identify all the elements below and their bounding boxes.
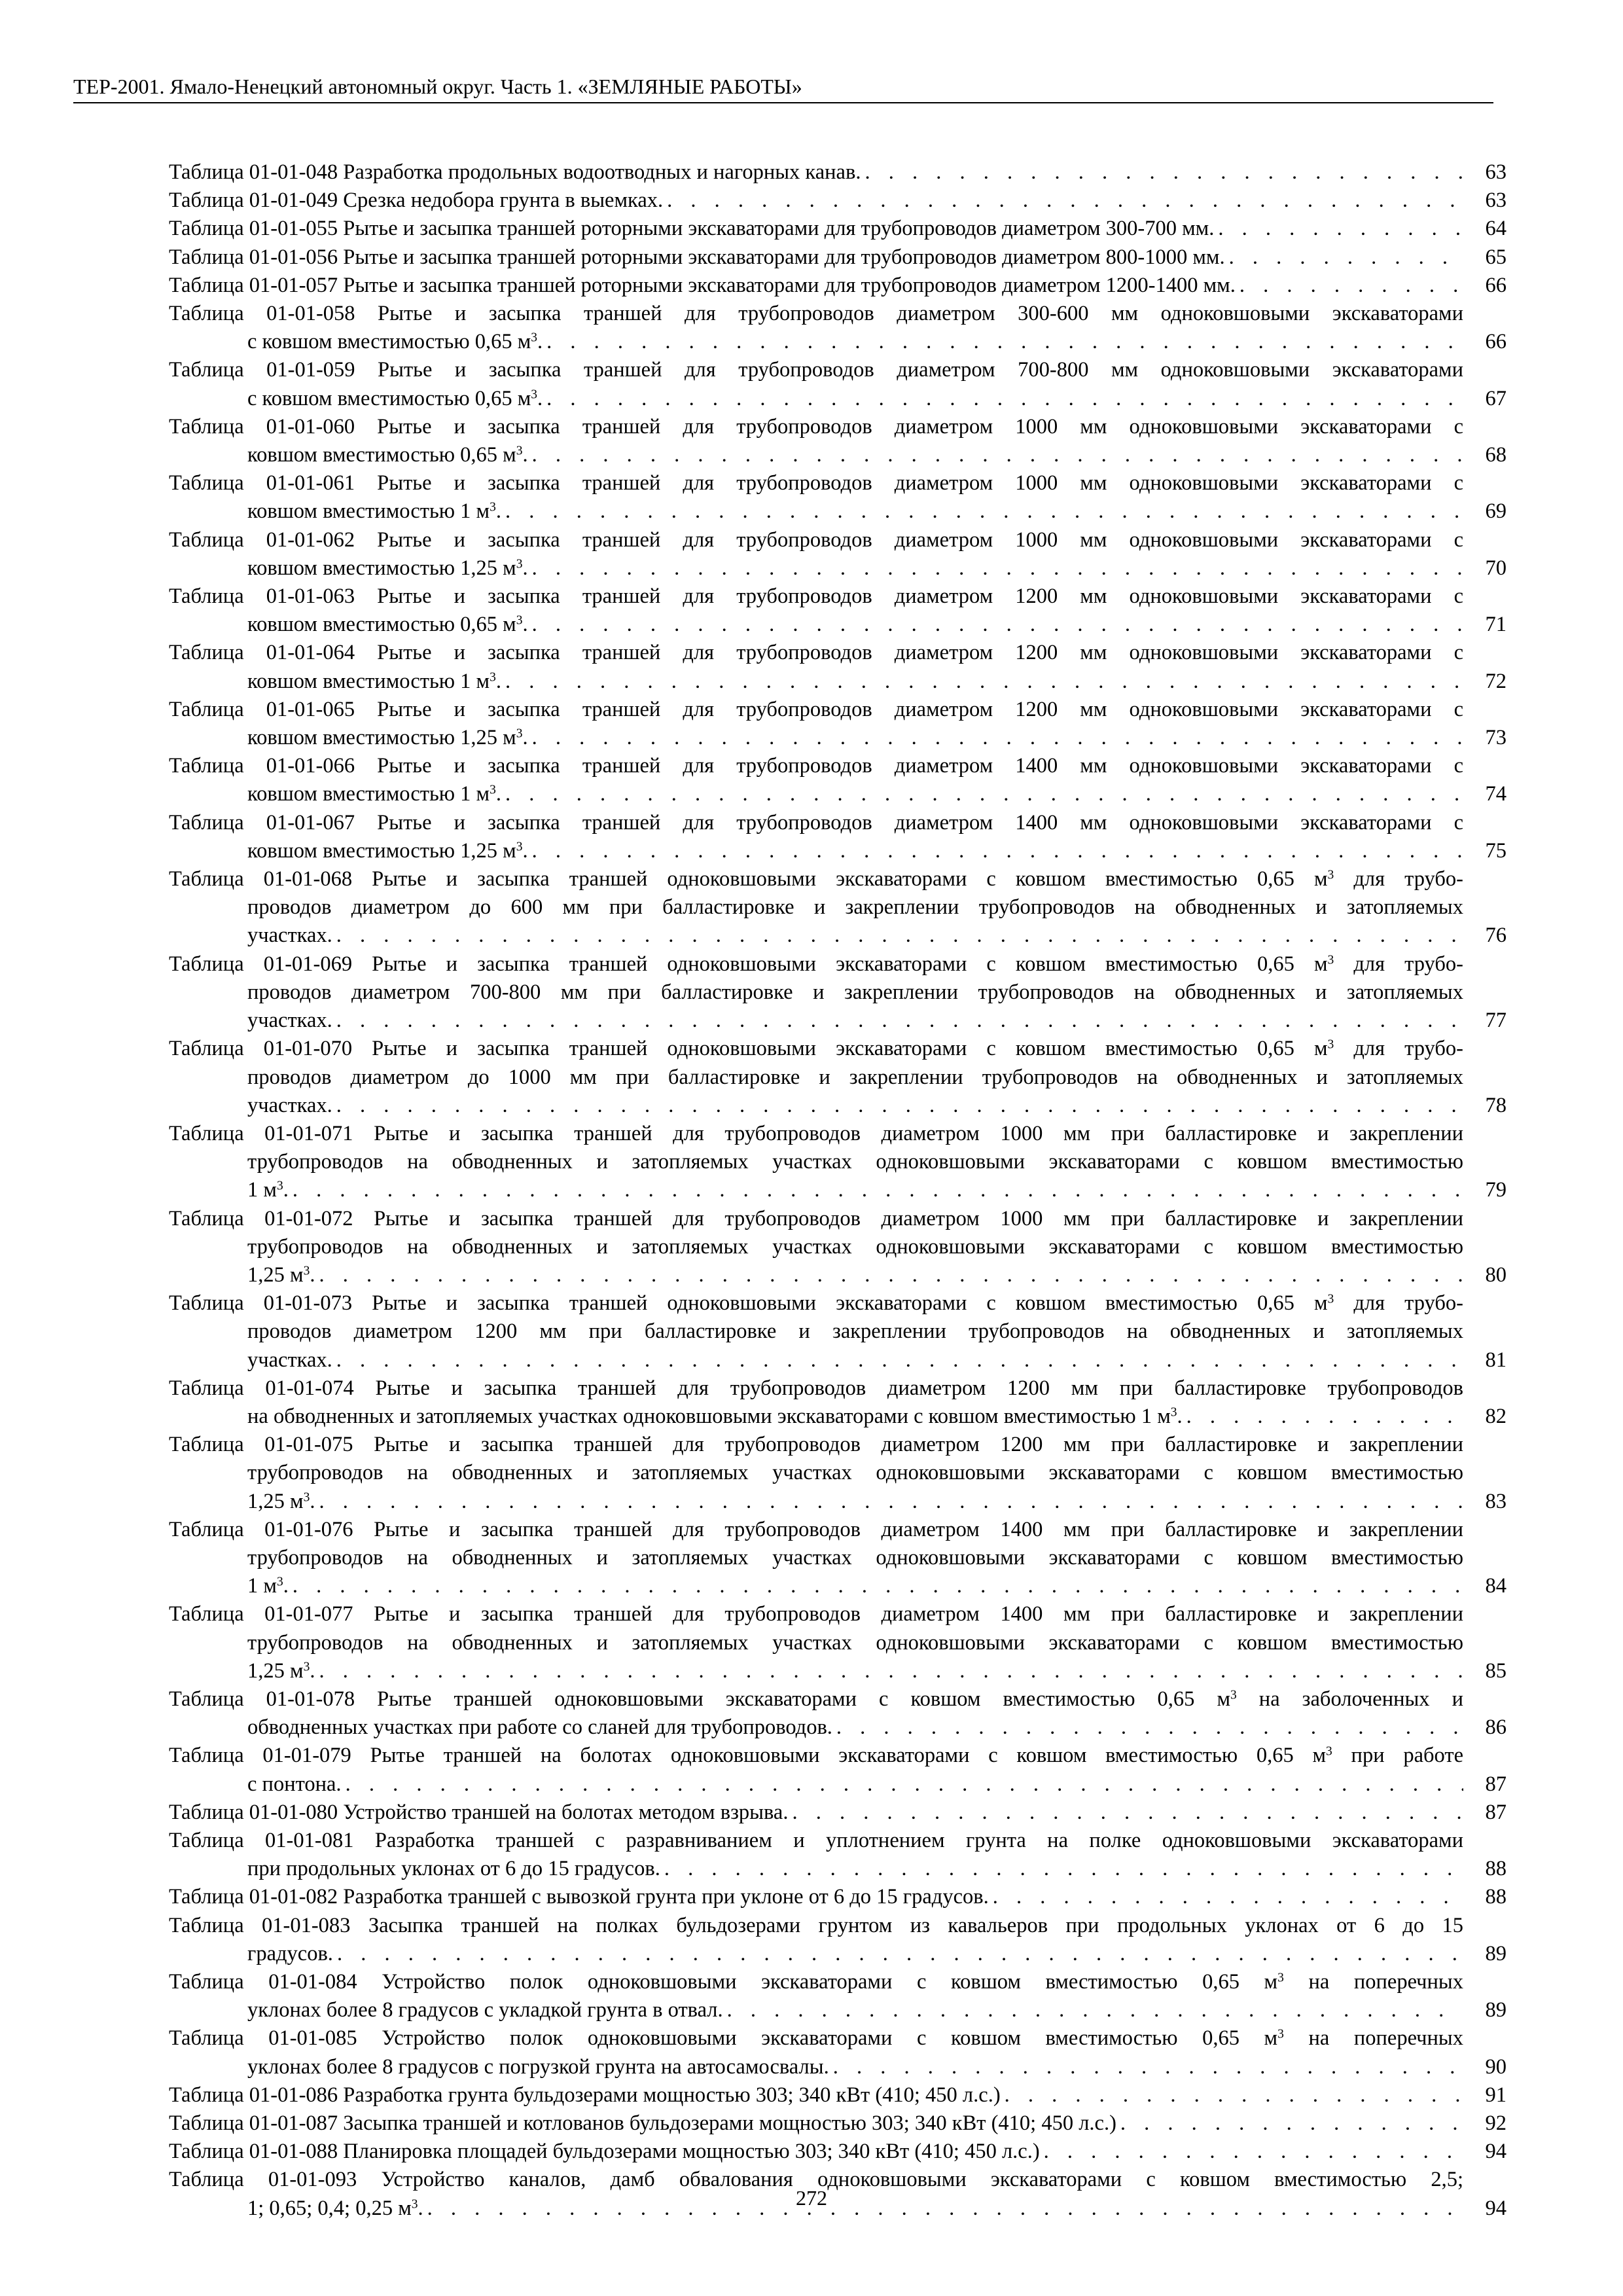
toc-entry	[169, 1374, 1507, 1431]
toc-entry	[169, 1912, 1507, 1968]
toc-entry	[169, 300, 1507, 356]
toc-entry-line: 1 $м^3$.	[247, 1178, 289, 1202]
toc-page-number: 79	[1485, 1178, 1507, 1202]
toc-entry-line: Таблица 01-01-063 Рытье и засыпка траншей для трубопроводов диаметром 1200 мм одноковшовыми экскаваторами с	[169, 584, 1463, 609]
toc-entry-line: участках.	[247, 1093, 332, 1117]
toc-page-number: 87	[1485, 1772, 1507, 1796]
toc-entry-line: с понтона.	[247, 1772, 342, 1796]
dot-leader	[319, 1488, 1463, 1516]
toc-entry-line: Таблица 01-01-070 Рытье и засыпка траншей одноковшовыми экскаваторами с ковшом вместимостью 0,65 $м^3$ для трубо-	[169, 1037, 1463, 1061]
toc-page-number: 70	[1485, 556, 1507, 580]
toc-entry	[169, 526, 1507, 583]
toc-entry	[169, 950, 1507, 1035]
toc-page-number: 77	[1485, 1009, 1507, 1033]
dot-leader	[865, 158, 1463, 187]
dot-leader	[337, 1940, 1463, 1968]
toc-entry-line: Таблица 01-01-072 Рытье и засыпка траншей для трубопроводов диаметром 1000 мм при балластировке и закреплении	[169, 1206, 1463, 1230]
toc-entry-line: ковшом вместимостью 1 $м^3$.	[247, 499, 501, 524]
toc-entry-line: Таблица 01-01-075 Рытье и засыпка траншей для трубопроводов диаметром 1200 мм при балластировке и закреплении	[169, 1433, 1463, 1457]
toc-entry-line: ковшом вместимостью 1,25 $м^3$.	[247, 838, 528, 863]
toc-page-number: 94	[1485, 2140, 1507, 2164]
toc-entry-line: ковшом вместимостью 1,25 $м^3$.	[247, 726, 528, 750]
toc-entry-line: Таблица 01-01-079 Рытье траншей на болотах одноковшовыми экскаваторами с ковшом вместимостью 0,65 $м^3$ при работе	[169, 1744, 1463, 1768]
dot-leader	[1218, 215, 1463, 243]
toc-entry-line: Таблица 01-01-081 Разработка траншей с разравниванием и уплотнением грунта на полке одноковшовыми экскаваторами	[169, 1828, 1463, 1852]
toc-entry-line: ковшом вместимостью 1 $м^3$.	[247, 669, 501, 693]
toc-page-number: 91	[1485, 2083, 1507, 2107]
toc-page-number: 69	[1485, 499, 1507, 524]
dot-leader	[1186, 1403, 1463, 1431]
toc-page-number: 67	[1485, 386, 1507, 410]
table-of-contents	[169, 158, 1507, 2223]
dot-leader	[546, 328, 1463, 356]
toc-entry-line: Таблица 01-01-061 Рытье и засыпка траншей для трубопроводов диаметром 1000 мм одноковшовыми экскаваторами с	[169, 471, 1463, 495]
dot-leader	[336, 1007, 1463, 1035]
toc-entry	[169, 215, 1507, 243]
toc-entry-line: Таблица 01-01-088 Планировка площадей бульдозерами мощностью 303; 340 кВт (410; 450 л.с.)	[169, 2140, 1040, 2164]
dot-leader	[836, 1713, 1463, 1742]
toc-entry-line: на обводненных и затопляемых участках одноковшовыми экскаваторами с ковшом вместимостью 1 $м^3$.	[247, 1404, 1183, 1428]
toc-entry	[169, 809, 1507, 865]
page-number: 272	[796, 2186, 827, 2210]
dot-leader	[532, 611, 1463, 639]
toc-entry	[169, 1431, 1507, 1516]
toc-entry-line: Таблица 01-01-062 Рытье и засыпка траншей для трубопроводов диаметром 1000 мм одноковшовыми экскаваторами с	[169, 528, 1463, 552]
toc-entry-line: Таблица 01-01-083 Засыпка траншей на полках бульдозерами грунтом из кавальеров при продольных уклонах от 6 до 15	[169, 1913, 1463, 1937]
toc-page-number: 82	[1485, 1404, 1507, 1428]
toc-page-number: 89	[1485, 1941, 1507, 1965]
toc-entry-line: проводов диаметром 700-800 мм при балластировке и закреплении трубопроводов на обводненных и затопляемых	[247, 980, 1463, 1004]
toc-entry-line: Таблица 01-01-067 Рытье и засыпка траншей для трубопроводов диаметром 1400 мм одноковшовыми экскаваторами с	[169, 810, 1463, 834]
toc-page-number: 63	[1485, 188, 1507, 213]
toc-entry-line: Таблица 01-01-069 Рытье и засыпка траншей одноковшовыми экскаваторами с ковшом вместимостью 0,65 $м^3$ для трубо-	[169, 952, 1463, 976]
toc-entry-line: Таблица 01-01-085 Устройство полок одноковшовыми экскаваторами с ковшом вместимостью 0,65 $м^3$ на поперечных	[169, 2026, 1464, 2051]
toc-entry-line: обводненных участках при работе со сланей для трубопроводов.	[247, 1715, 832, 1740]
dot-leader	[1240, 272, 1463, 300]
toc-page-number: 88	[1485, 1885, 1507, 1909]
toc-entry	[169, 639, 1507, 695]
toc-entry	[169, 1516, 1507, 1601]
toc-entry	[169, 2081, 1507, 2109]
dot-leader	[546, 385, 1463, 413]
toc-entry-line: 1,25 $м^3$.	[247, 1263, 315, 1287]
toc-page-number: 83	[1485, 1489, 1507, 1513]
dot-leader	[667, 187, 1463, 215]
dot-leader	[505, 497, 1463, 526]
dot-leader	[532, 724, 1463, 752]
toc-entry	[169, 752, 1507, 808]
toc-entry-line: с ковшом вместимостью 0,65 $м^3$.	[247, 330, 543, 354]
toc-page-number: 63	[1485, 160, 1507, 184]
toc-entry-line: Таблица 01-01-056 Рытье и засыпка траншей роторными экскаваторами для трубопроводов диаметром 800-1000 мм.	[169, 245, 1225, 269]
dot-leader	[664, 1855, 1463, 1883]
toc-entry-line: Таблица 01-01-057 Рытье и засыпка траншей роторными экскаваторами для трубопроводов диаметром 1200-1400 мм.	[169, 273, 1236, 297]
toc-entry-line: ковшом вместимостью 1,25 $м^3$.	[247, 556, 528, 580]
dot-leader	[505, 668, 1463, 696]
toc-entry	[169, 1035, 1507, 1120]
toc-entry-line: Таблица 01-01-058 Рытье и засыпка траншей для трубопроводов диаметром 300-600 мм одноковшовыми экскаваторами	[169, 302, 1463, 326]
toc-entry	[169, 1120, 1507, 1205]
dot-leader	[532, 441, 1463, 469]
toc-entry	[169, 1968, 1507, 2024]
toc-entry	[169, 583, 1507, 639]
toc-entry-line: 1,25 $м^3$.	[247, 1659, 315, 1683]
toc-entry-line: ковшом вместимостью 0,65 $м^3$.	[247, 443, 528, 467]
toc-entry-line: Таблица 01-01-082 Разработка траншей с вывозкой грунта при уклоне от 6 до 15 градусов.	[169, 1885, 989, 1909]
toc-entry-line: уклонах более 8 градусов с погрузкой грунта на автосамосвалы.	[247, 2054, 829, 2079]
toc-entry-line: Таблица 01-01-076 Рытье и засыпка траншей для трубопроводов диаметром 1400 мм при балластировке и закреплении	[169, 1517, 1463, 1541]
toc-entry-line: проводов диаметром до 600 мм при балластировке и закреплении трубопроводов на обводненных и затопляемых	[247, 895, 1463, 920]
toc-entry-line: при продольных уклонах от 6 до 15 градусов.	[247, 1857, 660, 1881]
dot-leader	[319, 1261, 1463, 1289]
toc-entry-line: Таблица 01-01-087 Засыпка траншей и котлованов бульдозерами мощностью 303; 340 кВт (410; 450 л.с.)	[169, 2111, 1116, 2136]
toc-entry	[169, 1827, 1507, 1883]
toc-page-number: 90	[1485, 2054, 1507, 2079]
toc-page-number: 84	[1485, 1574, 1507, 1598]
toc-entry-line: Таблица 01-01-066 Рытье и засыпка траншей для трубопроводов диаметром 1400 мм одноковшовыми экскаваторами с	[169, 754, 1463, 778]
toc-page-number: 68	[1485, 443, 1507, 467]
dot-leader	[293, 1572, 1463, 1600]
toc-entry-line: проводов диаметром до 1000 мм при балластировке и закреплении трубопроводов на обводненных и затопляемых	[247, 1065, 1463, 1089]
toc-entry-line: участках.	[247, 924, 332, 948]
toc-page-number: 87	[1485, 1800, 1507, 1824]
toc-entry-line: Таблица 01-01-078 Рытье траншей одноковшовыми экскаваторами с ковшом вместимостью 0,65 $м^3$ на заболоченных и	[169, 1687, 1463, 1711]
toc-page-number: 92	[1485, 2111, 1507, 2136]
dot-leader	[1120, 2109, 1463, 2138]
toc-entry	[169, 272, 1507, 300]
toc-page-number: 72	[1485, 669, 1507, 693]
toc-entry-line: уклонах более 8 градусов с укладкой грунта в отвал.	[247, 1998, 723, 2022]
toc-entry-line: Таблица 01-01-049 Срезка недобора грунта в выемках.	[169, 188, 664, 213]
dot-leader	[792, 1799, 1463, 1827]
toc-entry	[169, 158, 1507, 187]
toc-page-number: 74	[1485, 782, 1507, 806]
toc-entry-line: Таблица 01-01-073 Рытье и засыпка траншей одноковшовыми экскаваторами с ковшом вместимостью 0,65 $м^3$ для трубо-	[169, 1291, 1463, 1316]
toc-entry	[169, 1799, 1507, 1827]
toc-entry-line: трубопроводов на обводненных и затопляемых участках одноковшовыми экскаваторами с ковшом вместимостью	[247, 1545, 1463, 1570]
running-header: ТЕР-2001. Ямало-Ненецкий автономный округ. Часть 1. «ЗЕМЛЯНЫЕ РАБОТЫ»	[73, 73, 1493, 103]
dot-leader	[1005, 2081, 1463, 2109]
dot-leader	[336, 1092, 1463, 1120]
toc-entry-line: участках.	[247, 1348, 332, 1372]
toc-entry-line: 1 $м^3$.	[247, 1574, 289, 1598]
dot-leader	[319, 1657, 1463, 1685]
toc-entry-line: трубопроводов на обводненных и затопляемых участках одноковшовыми экскаваторами с ковшом вместимостью	[247, 1461, 1463, 1485]
toc-entry-line: Таблица 01-01-065 Рытье и засыпка траншей для трубопроводов диаметром 1200 мм одноковшовыми экскаваторами с	[169, 697, 1463, 721]
toc-entry	[169, 1205, 1507, 1290]
toc-page-number: 88	[1485, 1857, 1507, 1881]
toc-page-number: 73	[1485, 726, 1507, 750]
toc-entry	[169, 1685, 1507, 1742]
dot-leader	[993, 1883, 1463, 1911]
toc-entry-line: Таблица 01-01-093 Устройство каналов, дамб обвалования одноковшовыми экскаваторами с ковшом вместимостью 2,5;	[169, 2168, 1463, 2192]
toc-page-number: 75	[1485, 838, 1507, 863]
toc-entry-line: Таблица 01-01-074 Рытье и засыпка траншей для трубопроводов диаметром 1200 мм при балластировке трубопроводов	[169, 1376, 1463, 1400]
dot-leader	[1044, 2138, 1463, 2166]
toc-entry-line: 1; 0,65; 0,4; 0,25 $м^3$.	[247, 2196, 423, 2220]
toc-entry	[169, 2138, 1507, 2166]
toc-entry-line: ковшом вместимостью 1 $м^3$.	[247, 782, 501, 806]
toc-entry	[169, 1289, 1507, 1374]
toc-entry-line: участках.	[247, 1009, 332, 1033]
toc-entry-line: Таблица 01-01-059 Рытье и засыпка траншей для трубопроводов диаметром 700-800 мм одноковшовыми экскаваторами	[169, 358, 1463, 382]
toc-entry-line: Таблица 01-01-077 Рытье и засыпка траншей для трубопроводов диаметром 1400 мм при балластировке и закреплении	[169, 1602, 1463, 1626]
toc-entry	[169, 413, 1507, 469]
toc-entry	[169, 1883, 1507, 1911]
toc-page-number: 66	[1485, 330, 1507, 354]
toc-page-number: 71	[1485, 613, 1507, 637]
toc-entry-line: Таблица 01-01-060 Рытье и засыпка траншей для трубопроводов диаметром 1000 мм одноковшовыми экскаваторами с	[169, 414, 1463, 439]
toc-page-number: 89	[1485, 1998, 1507, 2022]
toc-entry-line: градусов.	[247, 1941, 333, 1965]
dot-leader	[532, 837, 1463, 865]
toc-entry-line: Таблица 01-01-068 Рытье и засыпка траншей одноковшовыми экскаваторами с ковшом вместимостью 0,65 $м^3$ для трубо-	[169, 867, 1463, 891]
dot-leader	[293, 1176, 1463, 1204]
toc-entry	[169, 865, 1507, 950]
toc-page-number: 64	[1485, 217, 1507, 241]
toc-entry-line: Таблица 01-01-055 Рытье и засыпка траншей роторными экскаваторами для трубопроводов диаметром 300-700 мм.	[169, 217, 1215, 241]
toc-entry	[169, 1742, 1507, 1798]
toc-entry-line: Таблица 01-01-086 Разработка грунта бульдозерами мощностью 303; 340 кВт (410; 450 л.с.)	[169, 2083, 1001, 2107]
toc-entry	[169, 2109, 1507, 2138]
toc-page-number: 80	[1485, 1263, 1507, 1287]
toc-page-number: 81	[1485, 1348, 1507, 1372]
toc-entry	[169, 187, 1507, 215]
toc-entry-line: Таблица 01-01-071 Рытье и засыпка траншей для трубопроводов диаметром 1000 мм при балластировке и закреплении	[169, 1121, 1463, 1145]
toc-entry-line: трубопроводов на обводненных и затопляемых участках одноковшовыми экскаваторами с ковшом вместимостью	[247, 1150, 1463, 1174]
toc-page-number: 65	[1485, 245, 1507, 269]
toc-entry-line: трубопроводов на обводненных и затопляемых участках одноковшовыми экскаваторами с ковшом вместимостью	[247, 1234, 1463, 1259]
dot-leader	[336, 922, 1463, 950]
toc-page-number: 86	[1485, 1715, 1507, 1740]
dot-leader	[505, 780, 1463, 808]
toc-page-number: 76	[1485, 924, 1507, 948]
toc-entry	[169, 1600, 1507, 1685]
dot-leader	[336, 1346, 1463, 1374]
toc-entry	[169, 243, 1507, 272]
toc-entry	[169, 2024, 1507, 2081]
toc-entry-line: с ковшом вместимостью 0,65 $м^3$.	[247, 386, 543, 410]
toc-entry	[169, 356, 1507, 412]
toc-entry-line: трубопроводов на обводненных и затопляемых участках одноковшовыми экскаваторами с ковшом вместимостью	[247, 1630, 1463, 1655]
toc-entry-line: проводов диаметром 1200 мм при балластировке и закреплении трубопроводов на обводненных и затопляемых	[247, 1319, 1463, 1344]
toc-entry-line: Таблица 01-01-064 Рытье и засыпка траншей для трубопроводов диаметром 1200 мм одноковшовыми экскаваторами с	[169, 641, 1463, 665]
toc-entry	[169, 696, 1507, 752]
toc-page-number: 78	[1485, 1093, 1507, 1117]
dot-leader	[1229, 243, 1463, 272]
toc-entry-line: ковшом вместимостью 0,65 $м^3$.	[247, 613, 528, 637]
toc-entry-line: Таблица 01-01-080 Устройство траншей на болотах методом взрыва.	[169, 1800, 789, 1824]
dot-leader	[727, 1996, 1463, 2024]
toc-entry-line: 1,25 $м^3$.	[247, 1489, 315, 1513]
toc-page-number: 85	[1485, 1659, 1507, 1683]
toc-entry-line: Таблица 01-01-048 Разработка продольных водоотводных и нагорных канав.	[169, 160, 861, 184]
dot-leader	[833, 2053, 1463, 2081]
dot-leader	[346, 1770, 1463, 1799]
toc-page-number: 66	[1485, 273, 1507, 297]
dot-leader	[532, 554, 1463, 583]
toc-page-number: 94	[1485, 2196, 1507, 2220]
toc-entry-line: Таблица 01-01-084 Устройство полок одноковшовыми экскаваторами с ковшом вместимостью 0,65 $м^3$ на поперечных	[169, 1970, 1464, 1994]
toc-entry	[169, 469, 1507, 526]
